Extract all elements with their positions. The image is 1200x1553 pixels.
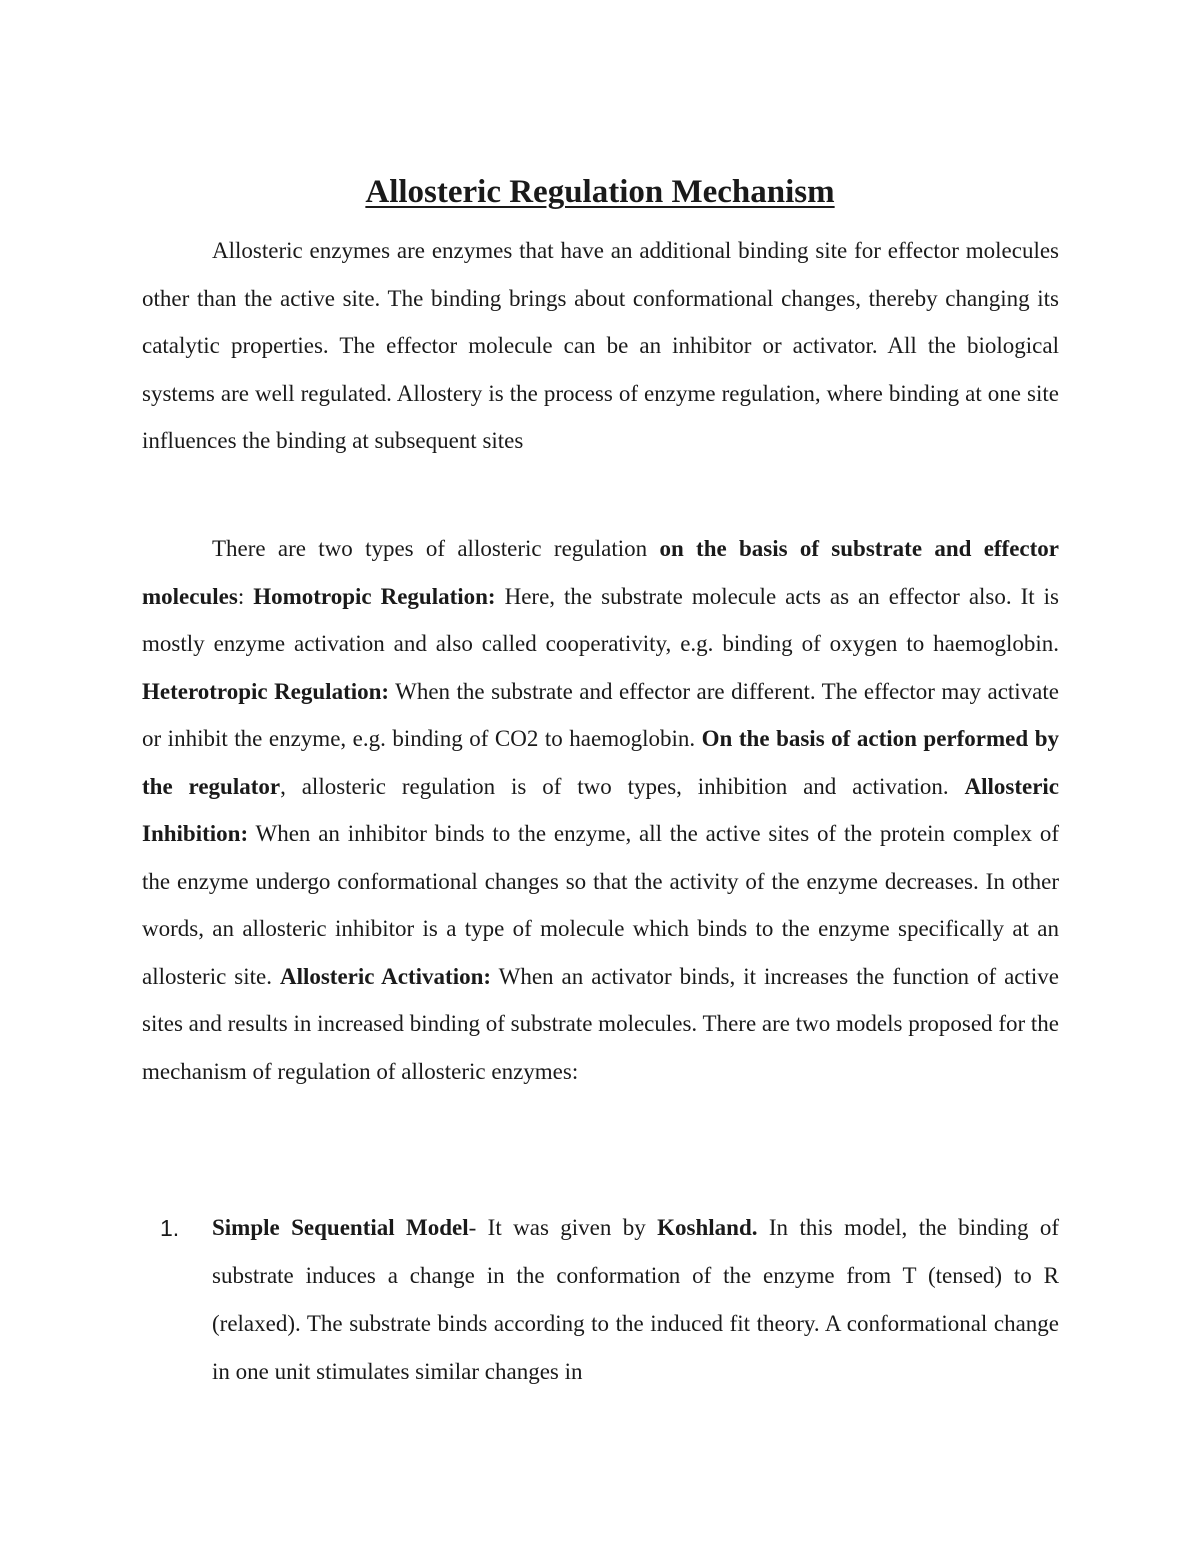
text-run: :	[237, 583, 254, 609]
text-run: When an inhibitor binds to the enzyme, all the active sites of the protein complex of the enzyme undergo conformational changes so that the activity of the enzyme decreases. In other words, an allosteric inhibitor is a type of molecule which binds to the enzyme specifically at an allosteric site.	[142, 821, 1059, 989]
text-run: Here, the substrate molecule acts as an effector also. It is mostly enzyme activation and also called cooperativity, e.g. binding of oxygen to haemoglobin.	[142, 583, 1059, 656]
text-run: When the substrate and effector are different. The effector may activate or inhibit the enzyme, e.g. binding of CO2 to haemoglobin.	[142, 678, 1059, 751]
bold-term-heterotropic: Heterotropic Regulation:	[142, 678, 390, 704]
paragraph-types	[142, 525, 1059, 1095]
text-run: There are two types of allosteric regulation	[212, 536, 660, 561]
list-number: 1.	[160, 1215, 180, 1241]
bold-run: on the basis of substrate and effector molecules	[142, 536, 1059, 609]
numbered-list	[142, 1204, 1059, 1396]
bold-term-activation: Allosteric Activation:	[279, 963, 492, 989]
paragraph-intro: Allosteric enzymes are enzymes that have an additional binding site for effector molecules other than the active site. The binding brings about conformational changes, thereby changing its catalytic properties. The effector molecule can be an inhibitor or activator. All the biological systems are well regulated. Allostery is the process of enzyme regulation, where binding at one site influences the binding at subsequent sites	[142, 238, 1059, 453]
bold-term-model: Simple Sequential Model	[212, 1215, 469, 1240]
bold-run: On the basis of action performed by the regulator	[142, 726, 1059, 799]
list-item	[142, 1204, 1059, 1396]
text-run: In this model, the binding of substrate induces a change in the conformation of the enzyme from T (tensed) to R (relaxed). The substrate binds according to the induced fit theory. A conformational change in one unit stimulates similar changes in	[212, 1215, 1060, 1384]
text-run: , allosteric regulation is of two types, inhibition and activation.	[280, 773, 965, 799]
text-run: When an activator binds, it increases the function of active sites and results in increased binding of substrate molecules. There are two models proposed for the mechanism of regulation of allosteric enzymes:	[142, 963, 1059, 1084]
text-run: - It was given by	[468, 1215, 658, 1240]
bold-term-inhibition: Allosteric Inhibition:	[142, 773, 1060, 846]
bold-term-homotropic: Homotropic Regulation:	[253, 583, 496, 609]
page-title: Allosteric Regulation Mechanism	[365, 174, 835, 210]
bold-term-koshland: Koshland.	[657, 1215, 758, 1240]
